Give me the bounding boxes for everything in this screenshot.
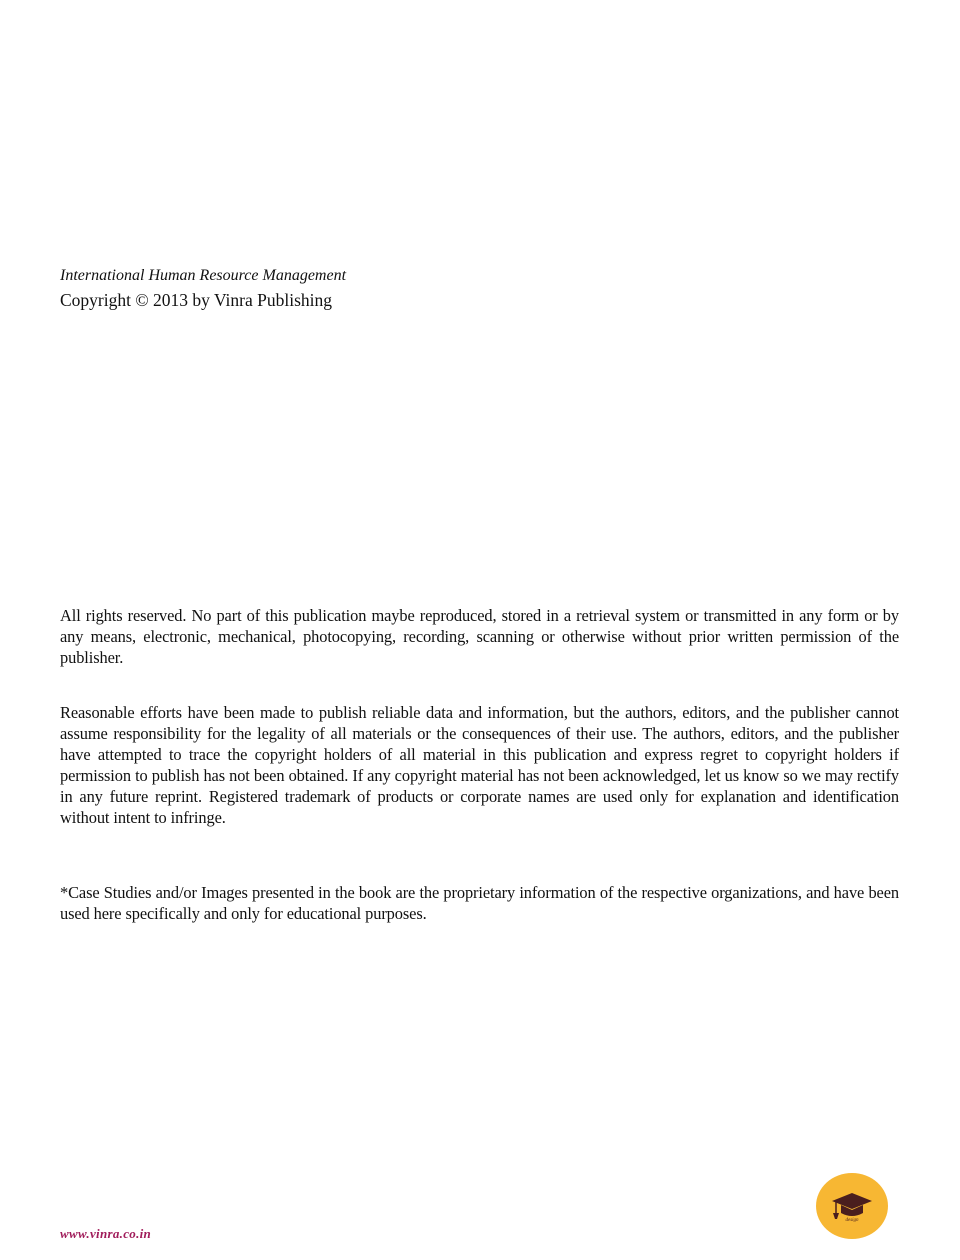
publisher-website-link[interactable]: www.vinra.co.in <box>60 1226 152 1241</box>
case-studies-note: *Case Studies and/or Images presented in the book are the proprietary information of the respective organizations, and have been used here specifically and only for educational purposes. <box>60 883 899 923</box>
title-block <box>60 265 660 314</box>
disclaimer-paragraph: Reasonable efforts have been made to publish reliable data and information, but the authors, editors, and the publisher cannot assume responsibility for the legality of all materials or the consequences of their use. The authors, editors, and the publisher have attempted to trace the copyright holders of all material in this publication and express regret to copyright holders if permission to publish has not been obtained. If any copyright material has not been acknowledged, let us know so we may rectify in any future reprint. Registered trademark of products or corporate names are used only for explanation and identification without intent to infringe. <box>60 703 899 827</box>
book-title: International Human Resource Management <box>60 267 347 284</box>
copyright-line: Copyright © 2013 by Vinra Publishing <box>60 290 333 310</box>
publisher-logo <box>816 1173 888 1239</box>
graduation-cap-icon <box>830 1191 874 1221</box>
logo-caption: design <box>845 1218 859 1223</box>
rights-reserved-paragraph: All rights reserved. No part of this publication maybe reproduced, stored in a retrieval system or transmitted in any form or by any means, electronic, mechanical, photocopying, recording, scanning or otherwise without prior written permission of the publisher. <box>60 606 899 667</box>
